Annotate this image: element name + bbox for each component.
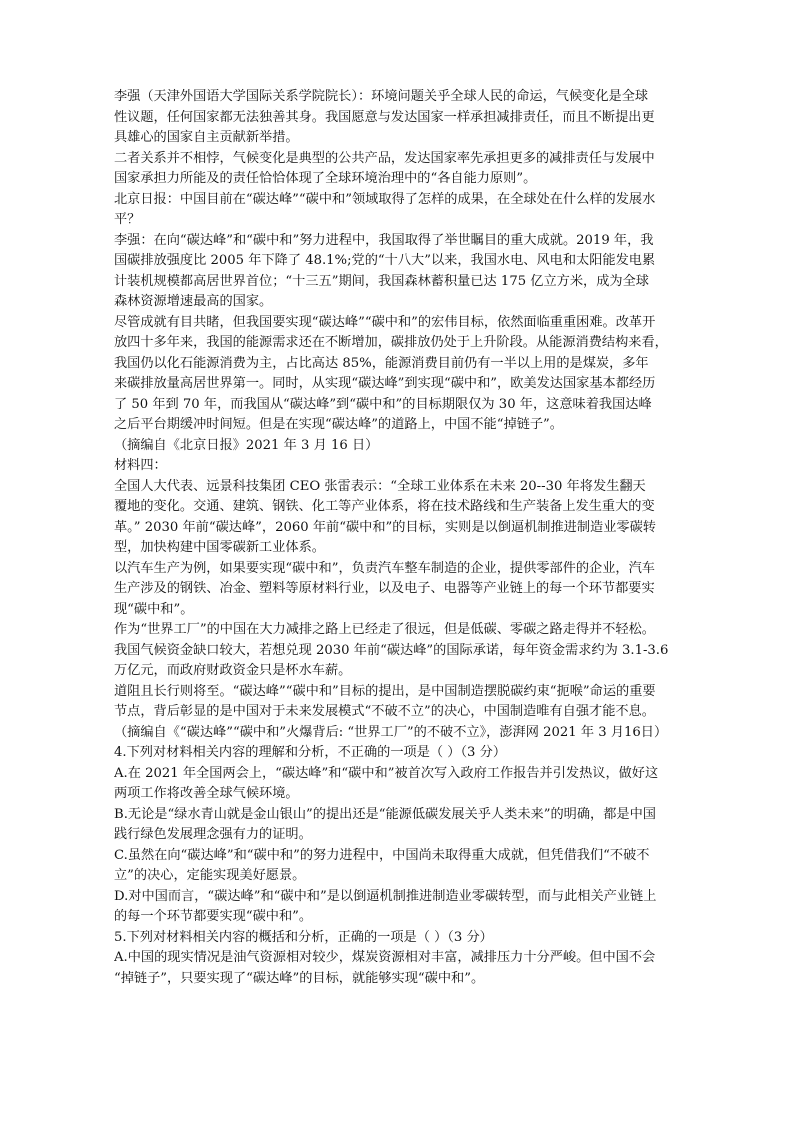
text-line: D.对中国而言，“碳达峰”和“碳中和”是以倒逼机制推进制造业零碳转型，而与此相关产业链上	[114, 888, 657, 904]
text-line: 革。” 2030 年前“碳达峰”，2060 年前“碳中和”的目标，实则是以倒逼机制推进制造业零碳转	[114, 519, 656, 535]
text-line: 全国人大代表、远景科技集团 CEO 张雷表示：“全球工业体系在未来 20--30 年将发生翻天	[114, 478, 646, 494]
text-line: 节点，背后彰显的是中国对于未来发展模式“不破不立”的决心，中国制造唯有自强才能不息。	[114, 704, 655, 719]
text-line: 性议题，任何国家都无法独善其身。我国愿意与发达国家一样承担减排责任，而且不断提出更	[114, 109, 655, 125]
text-line: 两项工作将改善全球气候环境。	[114, 786, 299, 801]
text-line: 生产涉及的钢铁、冶金、塑料等原材料行业，以及电子、电器等产业链上的每一个环节都要实	[114, 581, 655, 596]
text-line: 北京日报：中国目前在“碳达峰”“碳中和”领域取得了怎样的成果，在全球处在什么样的发展水	[114, 191, 656, 207]
text-line: 4.下列对材料相关内容的理解和分析，不正确的一项是（ ）（3 分）	[114, 745, 507, 760]
text-line: 之后平台期缓冲时间短。但是在实现“碳达峰”的道路上，中国不能“掉链子”。	[114, 417, 563, 432]
text-line: 尽管成就有目共睹，但我国要实现“碳达峰”“碳中和”的宏伟目标，依然面临重重困难。改革开	[114, 314, 656, 330]
text-line: 5.下列对材料相关内容的概括和分析，正确的一项是（ ）（3 分）	[114, 929, 493, 945]
text-line: A.在 2021 年全国两会上，“碳达峰”和“碳中和”被首次写入政府工作报告并引发热议，做好这	[114, 765, 659, 781]
text-line: 具雄心的国家自主贡献新举措。	[114, 130, 299, 145]
text-line: 的每一个环节都要实现“碳中和”。	[114, 909, 313, 924]
text-line: 以汽车生产为例，如果要实现“碳中和”，负责汽车整车制造的企业，提供零部件的企业，汽车	[114, 560, 655, 576]
text-line: 覆地的变化。交通、建筑、钢铁、化工等产业体系，将在技术路线和生产装备上发生重大的变	[114, 499, 655, 514]
text-line: 平？	[114, 212, 141, 227]
text-line: 放四十多年来，我国的能源需求还在不断增加，碳排放仍处于上升阶段。从能源消费结构来看，	[114, 335, 668, 350]
text-line: C.虽然在向“碳达峰”和“碳中和”的努力进程中，中国尚未取得重大成就，但凭借我们“不破不	[114, 847, 650, 863]
text-line: 二者关系并不相悖，气候变化是典型的公共产品，发达国家率先承担更多的减排责任与发展中	[114, 150, 655, 166]
text-line: 森林资源增速最高的国家。	[114, 294, 273, 309]
text-line: 型，加快构建中国零碳新工业体系。	[114, 540, 325, 555]
text-line: 了 50 年到 70 年，而我国从“碳达峰”到“碳中和”的目标期限仅为 30 年，这意味着我国达峰	[114, 396, 652, 412]
text-line: 李强（天津外国语大学国际关系学院院长）：环境问题关乎全球人民的命运，气候变化是全球	[114, 89, 649, 104]
text-line: （摘编自《“碳达峰”“碳中和”火爆背后: “世界工厂”的不破不立》，澎湃网 2021 年 3 月16日）	[114, 724, 668, 740]
text-line: 我国仍以化石能源消费为主，占比高达 85%，能源消费目前仍有一半以上用的是煤炭，多年	[114, 355, 649, 371]
text-line: 计装机规模都高居世界首位；“十三五”期间，我国森林蓄积量已达 175 亿立方米，成为全球	[114, 273, 649, 289]
text-line: “掉链子”，只要实现了“碳达峰”的目标，就能够实现“碳中和”。	[114, 970, 485, 986]
text-line: 立”的决心，定能实现美好愿景。	[114, 868, 306, 883]
text-line: B.无论是“绿水青山就是金山银山”的提出还是“能源低碳发展关乎人类未来”的明确，都是中国	[114, 806, 656, 822]
text-line: 我国气候资金缺口较大，若想兑现 2030 年前“碳达峰”的国际承诺，每年资金需求约为 3.1-3.6	[114, 642, 669, 658]
text-line: 现“碳中和”。	[114, 601, 194, 617]
text-line: 国碳排放强度比 2005 年下降了 48.1%;党的“十八大”以来，我国水电、风电和太阳能发电累	[114, 253, 656, 268]
text-line: A.中国的现实情况是油气资源相对较少，煤炭资源相对丰富，减排压力十分严峻。但中国不会	[114, 950, 656, 965]
text-line: 践行绿色发展理念强有力的证明。	[114, 827, 312, 842]
text-line: 来碳排放量高居世界第一。同时，从实现“碳达峰”到实现“碳中和”，欧美发达国家基本都经历	[114, 376, 656, 391]
text-line: 国家承担力所能及的责任恰恰体现了全球环境治理中的“各自能力原则”。	[114, 171, 537, 186]
text-line: 材料四：	[114, 458, 167, 473]
text-line: 道阻且长行则将至。“碳达峰”“碳中和”目标的提出，是中国制造摆脱碳约束“扼喉”命运的重要	[114, 683, 656, 699]
document-body	[114, 87, 686, 989]
text-line: 万亿元，而政府财政资金只是杯水车薪。	[114, 663, 352, 678]
text-line: （摘编自《北京日报》2021 年 3 月 16 日）	[114, 437, 379, 453]
text-line: 李强：在向“碳达峰”和“碳中和”努力进程中，我国取得了举世瞩目的重大成就。2019 年，我	[114, 232, 654, 248]
text-line: 作为“世界工厂”的中国在大力减排之路上已经走了很远，但是低碳、零碳之路走得并不轻松。	[114, 622, 655, 637]
